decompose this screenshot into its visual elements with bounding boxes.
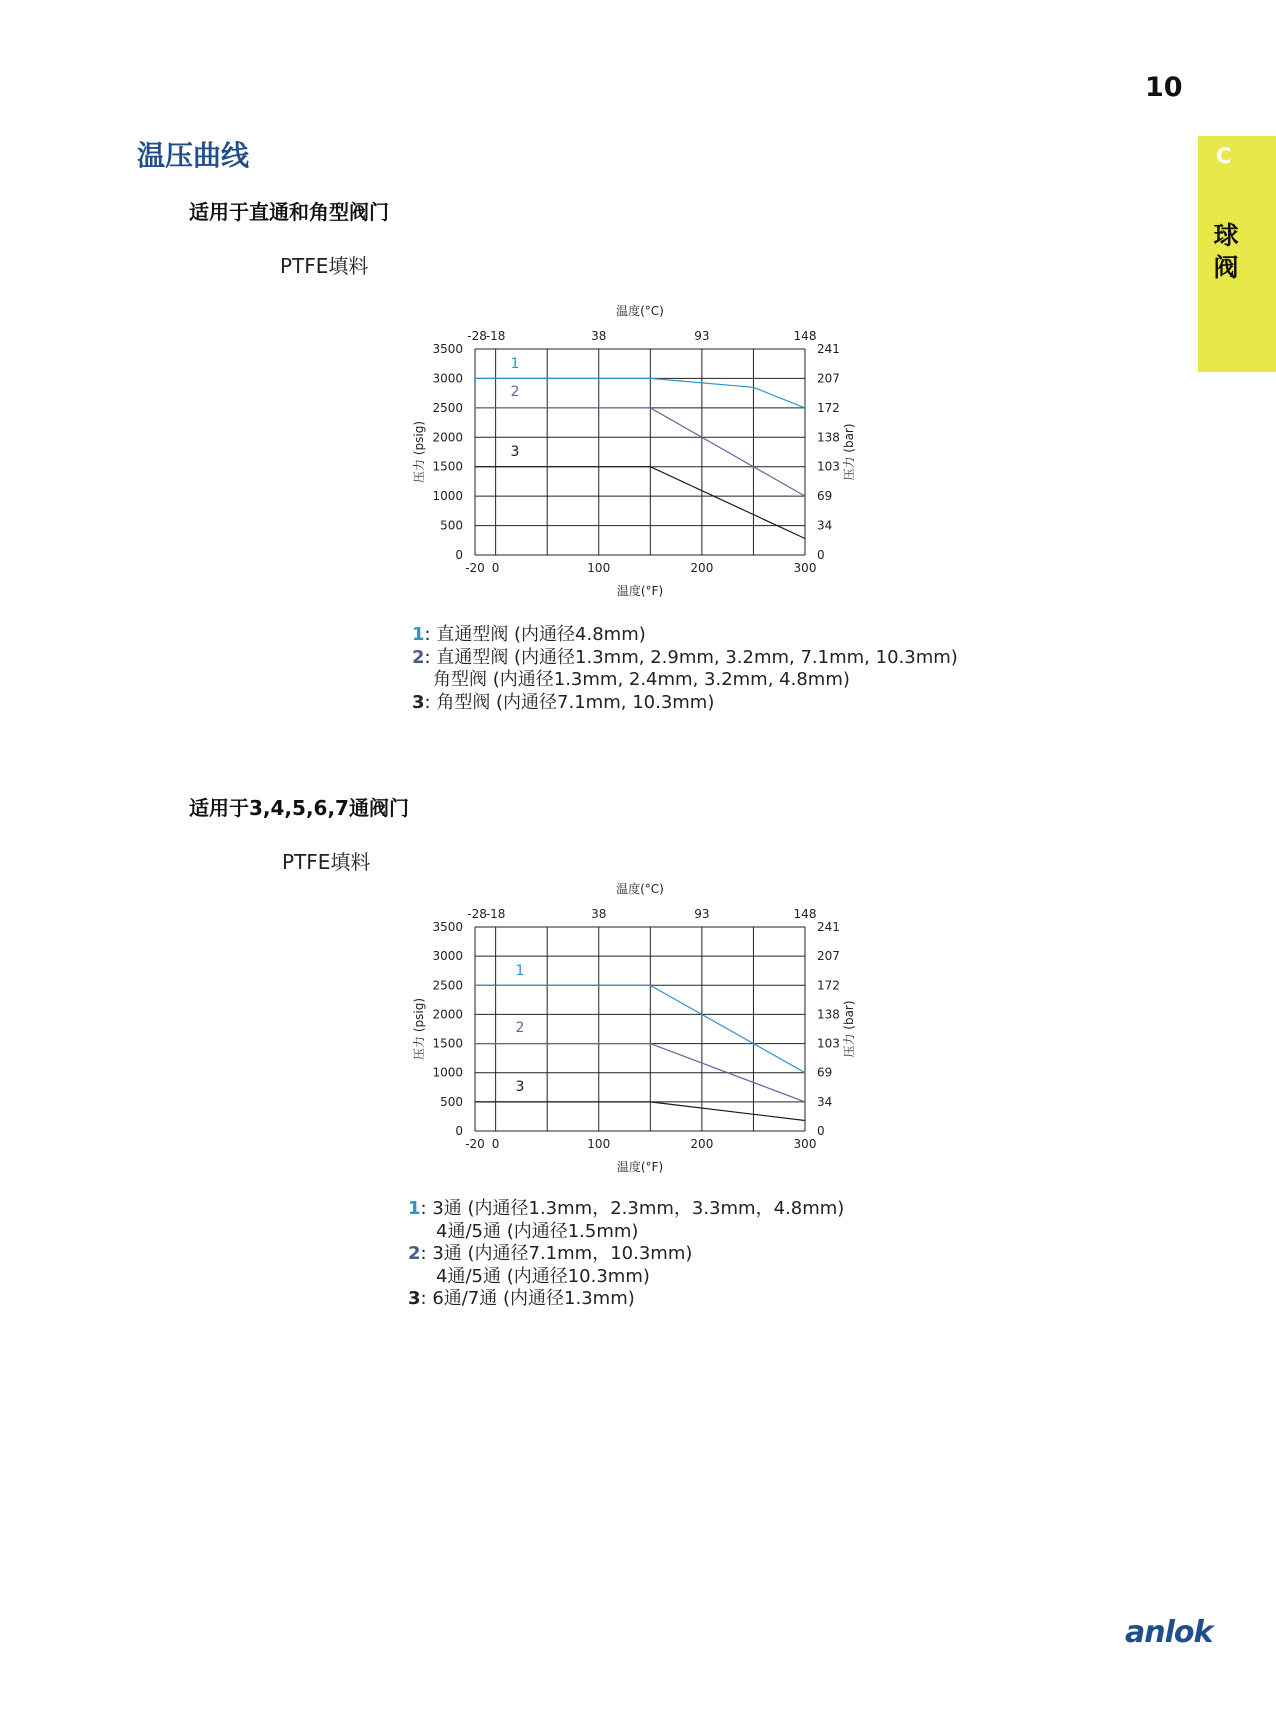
y2-tick-label: 207 — [817, 949, 840, 964]
x-tick-label: 200 — [690, 561, 714, 575]
section-2-heading: 适用于3,4,5,6,7通阀门 — [189, 796, 409, 820]
y-tick-label: 1500 — [432, 459, 463, 474]
y-tick-label: 1500 — [432, 1036, 463, 1051]
series-line-2 — [475, 408, 805, 496]
x-tick-label: 200 — [690, 1137, 714, 1151]
x2-tick-label: 93 — [694, 907, 710, 921]
legend-row — [408, 1288, 844, 1311]
x-axis-title: 温度(°F) — [616, 584, 664, 598]
legend-num: 3 — [412, 691, 425, 713]
y2-axis-title: 压力 (bar) — [842, 423, 856, 481]
legend-text: : 直通型阀 (内通径4.8mm) — [424, 624, 646, 645]
y2-tick-label: 103 — [817, 459, 840, 474]
x2-tick-label: -28 — [467, 329, 487, 343]
legend-text: 角型阀 (内通径1.3mm, 2.4mm, 3.2mm, 4.8mm) — [433, 669, 850, 690]
legend-text: : 角型阀 (内通径7.1mm, 10.3mm) — [424, 691, 715, 713]
x2-tick-label: 38 — [591, 907, 607, 921]
legend-1 — [412, 624, 958, 714]
legend-num: 2 — [412, 646, 425, 668]
series-line-3 — [475, 467, 805, 539]
legend-text: : 直通型阀 (内通径1.3mm, 2.9mm, 3.2mm, 7.1mm, 10.3mm) — [424, 646, 958, 668]
y2-tick-label: 0 — [817, 548, 825, 562]
legend-num: 1 — [412, 624, 425, 645]
y-tick-label: 2000 — [432, 430, 463, 445]
legend-num: 3 — [408, 1288, 421, 1309]
y2-tick-label: 241 — [817, 920, 840, 934]
y-tick-label: 500 — [440, 1094, 463, 1109]
y2-tick-label: 103 — [817, 1036, 840, 1051]
legend-text: : 3通 (内通径1.3mm，2.3mm，3.3mm，4.8mm) — [420, 1198, 845, 1219]
y-tick-label: 0 — [455, 548, 463, 562]
y2-tick-label: 172 — [817, 978, 840, 993]
y2-tick-label: 138 — [817, 1007, 840, 1022]
y2-tick-label: 34 — [817, 1094, 833, 1109]
legend-row — [412, 669, 958, 692]
side-tab-letter: C — [1216, 144, 1232, 168]
section-1-heading: 适用于直通和角型阀门 — [189, 200, 389, 224]
y2-tick-label: 172 — [817, 400, 840, 415]
legend-text: 4通/5通 (内通径10.3mm) — [436, 1265, 650, 1287]
x2-tick-label: 148 — [793, 329, 817, 343]
series-label-1: 1 — [510, 356, 520, 372]
x2-tick-label: -18 — [485, 329, 506, 343]
y-tick-label: 3000 — [432, 949, 463, 964]
legend-num: 1 — [408, 1198, 421, 1219]
y-tick-label: 3500 — [432, 920, 463, 934]
legend-text: : 3通 (内通径7.1mm，10.3mm) — [420, 1243, 693, 1264]
series-label-3: 3 — [515, 1079, 525, 1095]
section-2-subheading: PTFE填料 — [282, 850, 371, 874]
series-label-2: 2 — [515, 1020, 525, 1036]
y2-tick-label: 138 — [817, 430, 840, 445]
series-line-1 — [475, 378, 805, 408]
x2-axis-title: 温度(°C) — [616, 882, 664, 896]
legend-num: 2 — [408, 1243, 421, 1264]
y-tick-label: 3500 — [432, 342, 463, 356]
x-tick-label: 100 — [587, 561, 611, 575]
y2-tick-label: 207 — [817, 371, 840, 386]
x-tick-label: 0 — [491, 1137, 500, 1151]
x2-tick-label: 38 — [591, 329, 607, 343]
y2-tick-label: 34 — [817, 518, 833, 533]
x-tick-label: 300 — [793, 561, 817, 575]
legend-2 — [408, 1198, 844, 1311]
series-label-3: 3 — [510, 444, 520, 460]
y2-tick-label: 69 — [817, 489, 833, 504]
legend-text: 4通/5通 (内通径1.5mm) — [436, 1220, 639, 1242]
y-axis-title: 压力 (psig) — [412, 998, 426, 1060]
x2-tick-label: -18 — [485, 907, 506, 921]
brand-logo: anlok — [1125, 1615, 1213, 1650]
x-tick-label: -20 — [465, 1137, 485, 1151]
legend-row — [412, 647, 958, 670]
y-tick-label: 0 — [455, 1124, 463, 1138]
y-tick-label: 1000 — [432, 489, 463, 504]
series-label-1: 1 — [515, 963, 525, 979]
legend-text: : 6通/7通 (内通径1.3mm) — [420, 1288, 635, 1309]
x-tick-label: 300 — [793, 1137, 817, 1151]
side-tab-label: 球阀 — [1213, 221, 1239, 282]
y2-axis-title: 压力 (bar) — [842, 1000, 856, 1058]
section-1-subheading: PTFE填料 — [280, 254, 369, 278]
x2-tick-label: -28 — [467, 907, 487, 921]
page-title: 温压曲线 — [137, 139, 250, 172]
y2-tick-label: 241 — [817, 342, 840, 356]
x-tick-label: 0 — [491, 561, 500, 575]
x-axis-title: 温度(°F) — [616, 1160, 664, 1174]
x2-axis-title: 温度(°C) — [616, 304, 664, 318]
series-label-2: 2 — [510, 384, 520, 400]
y-tick-label: 2000 — [432, 1007, 463, 1022]
page-number: 10 — [1145, 72, 1183, 103]
x-tick-label: -20 — [465, 561, 485, 575]
x2-tick-label: 93 — [694, 329, 710, 343]
legend-row — [412, 692, 958, 715]
x2-tick-label: 148 — [793, 907, 817, 921]
legend-row — [408, 1198, 844, 1221]
y2-tick-label: 0 — [817, 1124, 825, 1138]
legend-row — [412, 624, 958, 647]
y-tick-label: 1000 — [432, 1065, 463, 1080]
legend-row — [408, 1243, 844, 1266]
y-tick-label: 2500 — [432, 978, 463, 993]
x-tick-label: 100 — [587, 1137, 611, 1151]
y-axis-title: 压力 (psig) — [412, 421, 426, 483]
y-tick-label: 500 — [440, 518, 463, 533]
y2-tick-label: 69 — [817, 1065, 833, 1080]
y-tick-label: 3000 — [432, 371, 463, 386]
legend-row — [408, 1221, 844, 1244]
legend-row — [408, 1266, 844, 1289]
y-tick-label: 2500 — [432, 400, 463, 415]
